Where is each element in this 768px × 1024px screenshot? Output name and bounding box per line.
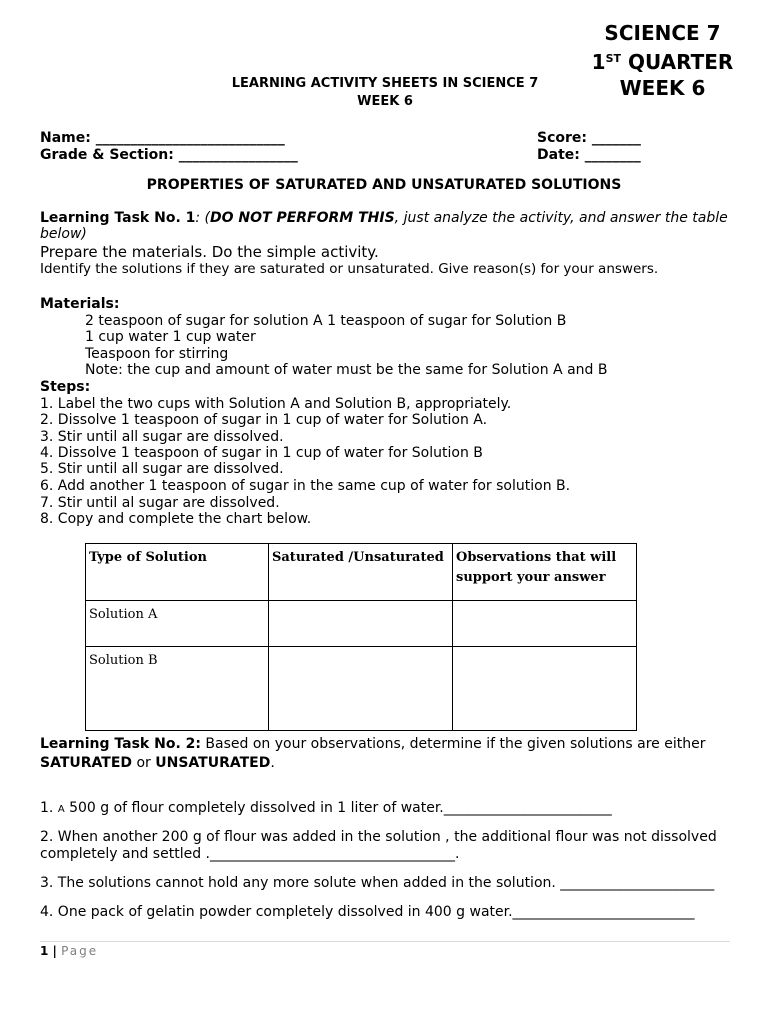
task1-emphasis: DO NOT PERFORM THIS bbox=[210, 210, 395, 226]
quarter-number: 1 bbox=[591, 50, 606, 74]
task2-text: Based on your observations, determine if the given solutions are either bbox=[200, 736, 706, 752]
page-footer bbox=[40, 944, 98, 958]
step-item: 3. Stir until all sugar are dissolved. bbox=[40, 429, 284, 445]
task1-identify: Identify the solutions if they are saturated or unsaturated. Give reason(s) for your answers. bbox=[40, 261, 659, 277]
materials-heading: Materials: bbox=[40, 296, 120, 312]
step-item: 8. Copy and complete the chart below. bbox=[40, 511, 312, 527]
material-item: 1 cup water 1 cup water bbox=[85, 329, 256, 345]
solution-chart bbox=[85, 543, 637, 731]
task1-instruction bbox=[40, 210, 728, 226]
question-1-text: 500 g of flour completely dissolved in 1 liter of water.________________________ bbox=[64, 800, 612, 816]
table-row bbox=[86, 647, 637, 731]
name-field[interactable]: Name: ___________________________ bbox=[40, 130, 285, 146]
chart-answer-cell[interactable] bbox=[453, 647, 637, 731]
subject-label: SCIENCE 7 bbox=[604, 21, 721, 45]
page-number: 1 bbox=[40, 944, 49, 958]
question-4: 4. One pack of gelatin powder completely dissolved in 400 g water.__________________________ bbox=[40, 904, 695, 920]
task1-text-a: : ( bbox=[195, 210, 211, 226]
quarter-word: QUARTER bbox=[628, 50, 734, 74]
page-word: Page bbox=[61, 944, 99, 958]
grade-section-field[interactable]: Grade & Section: _________________ bbox=[40, 147, 298, 163]
main-title: PROPERTIES OF SATURATED AND UNSATURATED SOLUTIONS bbox=[146, 177, 622, 193]
step-item: 1. Label the two cups with Solution A and Solution B, appropriately. bbox=[40, 396, 512, 412]
step-item: 4. Dissolve 1 teaspoon of sugar in 1 cup of water for Solution B bbox=[40, 445, 483, 461]
saturated-term: SATURATED bbox=[40, 755, 133, 771]
task1-continued: below) bbox=[40, 226, 87, 242]
question-3: 3. The solutions cannot hold any more solute when added in the solution. ______________________ bbox=[40, 875, 715, 891]
chart-answer-cell[interactable] bbox=[269, 647, 453, 731]
question-2: 2. When another 200 g of flour was added in the solution , the additional flour was not dissolved completely and settled .___________________________________. bbox=[40, 829, 717, 862]
material-item: Teaspoon for stirring bbox=[85, 346, 229, 362]
task2-label: Learning Task No. 2: bbox=[40, 736, 201, 752]
task2-instruction bbox=[40, 736, 705, 752]
task1-label: Learning Task No. 1 bbox=[40, 210, 196, 226]
date-field[interactable]: Date: ________ bbox=[537, 147, 641, 163]
unsaturated-term: UNSATURATED bbox=[155, 755, 271, 771]
task1-prepare: Prepare the materials. Do the simple activity. bbox=[40, 243, 379, 261]
week-label: WEEK 6 bbox=[619, 76, 706, 100]
footer-separator: | bbox=[48, 944, 62, 958]
chart-row-label: Solution A bbox=[86, 601, 269, 647]
chart-answer-cell[interactable] bbox=[269, 601, 453, 647]
chart-header-saturation: Saturated /Unsaturated bbox=[269, 544, 453, 601]
task1-text-b: , just analyze the activity, and answer the table bbox=[394, 210, 728, 226]
chart-row-label: Solution B bbox=[86, 647, 269, 731]
table-row bbox=[86, 601, 637, 647]
quarter-label bbox=[560, 46, 765, 75]
sheet-week: WEEK 6 bbox=[357, 94, 413, 109]
chart-header-observations: Observations that will support your answer bbox=[453, 544, 637, 601]
question-number: 1. bbox=[40, 800, 58, 816]
step-item: 2. Dissolve 1 teaspoon of sugar in 1 cup of water for Solution A. bbox=[40, 412, 488, 428]
footer-divider bbox=[40, 941, 730, 942]
task2-period: . bbox=[270, 755, 275, 771]
question-1-a: A bbox=[57, 804, 65, 815]
question-1 bbox=[40, 800, 740, 818]
chart-answer-cell[interactable] bbox=[453, 601, 637, 647]
chart-header-row bbox=[86, 544, 637, 601]
chart-header-type: Type of Solution bbox=[86, 544, 269, 601]
task2-or: or bbox=[132, 755, 156, 771]
step-item: 6. Add another 1 teaspoon of sugar in the same cup of water for solution B. bbox=[40, 478, 571, 494]
quarter-suffix: ST bbox=[605, 52, 622, 65]
sheet-title: LEARNING ACTIVITY SHEETS IN SCIENCE 7 bbox=[231, 76, 539, 91]
material-item: 2 teaspoon of sugar for solution A 1 teaspoon of sugar for Solution B bbox=[85, 313, 567, 329]
step-item: 5. Stir until all sugar are dissolved. bbox=[40, 461, 284, 477]
task2-options bbox=[40, 755, 275, 771]
corner-heading bbox=[560, 20, 765, 101]
score-field[interactable]: Score: _______ bbox=[537, 130, 641, 146]
step-item: 7. Stir until al sugar are dissolved. bbox=[40, 495, 280, 511]
material-note: Note: the cup and amount of water must be the same for Solution A and B bbox=[85, 362, 608, 378]
steps-heading: Steps: bbox=[40, 379, 91, 395]
